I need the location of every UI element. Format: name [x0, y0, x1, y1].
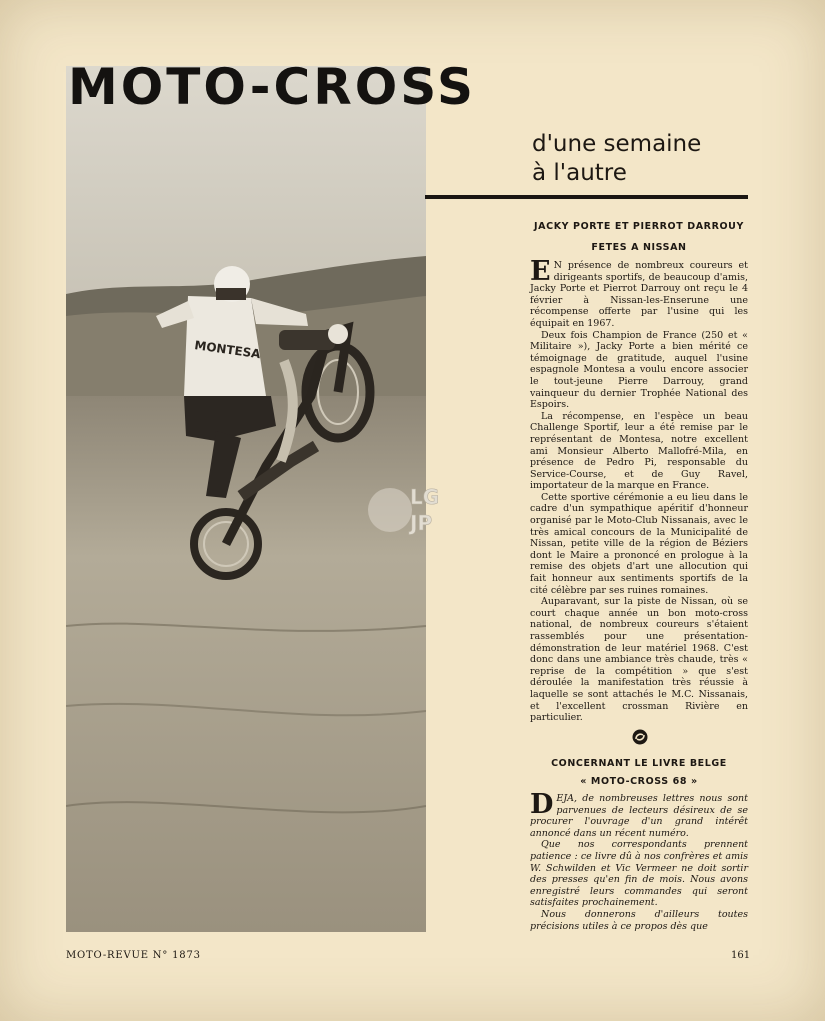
- article-paragraph: La récompense, en l'espèce un beau Challenge Sportif, leur a été remise par le représentant de Montesa, notre excellent ami Monsieur Alberto Mallofré-Mila, en présence de Pedro Pi, responsable du Service-Course, et de Guy Ravel, importateur de la marque en France.: [530, 410, 748, 492]
- section-rule: [425, 195, 748, 199]
- article-porte-darrouy: [530, 221, 748, 724]
- article-paragraph: Que nos correspondants prennent patience : ce livre dû à nos confrères et amis W. Schwilden et Vic Vermeer ne doit sortir des presses qu'en fin de mois. Nous avons enregistré leurs commandes qui seront satisfaites prochainement.: [530, 839, 748, 909]
- page-title: MOTO-CROSS: [68, 58, 477, 116]
- footer-magazine-issue: MOTO-REVUE N° 1873: [66, 950, 201, 961]
- article-body: [530, 789, 748, 932]
- svg-text:JP: JP: [410, 511, 433, 535]
- svg-text:MONTESA: MONTESA: [193, 338, 262, 362]
- article-livre-belge: [530, 758, 748, 932]
- article-paragraph: E N présence de nombreux coureurs et dirigeants sportifs, de beaucoup d'amis, Jacky Porte et Pierrot Darrouy ont reçu le 4 février à Nissan-les-Enserune une récompense offerte par l'usine qui les équipait en 1967.: [530, 256, 748, 329]
- drop-cap: D: [530, 789, 554, 820]
- article-paragraph: Auparavant, sur la piste de Nissan, où se court chaque année un bon moto-cross national, de nombreux coureurs s'étaient rassemblés pour une présentation-démonstration de leur matériel 1968. C'est donc dans une ambiance très chaude, très « reprise de la compétition » que s'est déroulée la manifestation très réussie à laquelle se sont attachés le M.C. Nissanais, et l'excellent crossman Rivière en particulier.: [530, 596, 748, 724]
- article-heading: JACKY PORTE ET PIERROT DARROUY: [534, 221, 744, 232]
- article-heading: FETES A NISSAN: [591, 242, 687, 253]
- subtitle-line: à l'autre: [532, 160, 627, 186]
- footer-page-number: 161: [731, 950, 751, 961]
- article-heading: CONCERNANT LE LIVRE BELGE: [551, 758, 727, 769]
- ornament-icon: [632, 729, 648, 745]
- article-paragraph: Deux fois Champion de France (250 et « Militaire »), Jacky Porte a bien mérité ce témoignage de gratitude, auquel l'usine espagnole Montesa a voulu encore associer le tout-jeune Pierre Darrouy, grand vainqueur du dernier Trophée National des Espoirs.: [530, 329, 748, 411]
- article-paragraph: DEJA, de nombreuses lettres nous sont parvenues de lecteurs désireux de se procurer l'ouvrage d'un grand intérêt annoncé dans un récent numéro.: [530, 789, 748, 839]
- article-paragraph: Cette sportive cérémonie a eu lieu dans le cadre d'un sympathique apéritif d'honneur organisé par le Moto-Club Nissanais, avec le très amical concours de la Municipalité de Nissan, petite ville de la région de Béziers dont le Maire a prononcé en prologue à la remise des objets d'art une allocution qui fait honneur aux sentiments sportifs de la cité célèbre par ses ruines romaines.: [530, 491, 748, 596]
- subtitle-line: d'une semaine: [532, 131, 702, 157]
- article-heading: « MOTO-CROSS 68 »: [580, 776, 698, 787]
- article-body: [530, 256, 748, 724]
- watermark-logo: [366, 478, 458, 538]
- page-subtitle: [532, 130, 701, 188]
- article-paragraph: Nous donnerons d'ailleurs toutes précisions utiles à ce propos dès que: [530, 908, 748, 932]
- drop-cap: E: [530, 256, 551, 287]
- svg-text:LG: LG: [410, 485, 440, 509]
